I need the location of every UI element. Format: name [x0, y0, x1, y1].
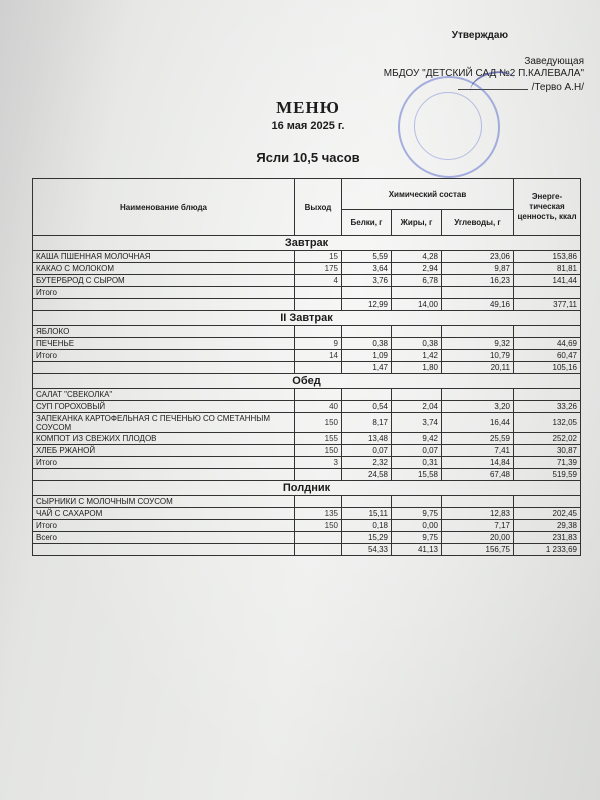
- col-header-yield: Выход: [295, 179, 342, 236]
- cell-fats: 3,74: [392, 413, 442, 433]
- cell-yield: 150: [295, 445, 342, 457]
- section-title: Обед: [33, 374, 581, 389]
- cell-name: Итого: [33, 457, 295, 469]
- approve-label: Утверждаю: [451, 30, 508, 41]
- cell-yield: [295, 532, 342, 544]
- cell-carbs: 23,06: [442, 251, 514, 263]
- cell-energy: 231,83: [514, 532, 581, 544]
- cell-name: Итого: [33, 350, 295, 362]
- cell-proteins: [342, 389, 392, 401]
- cell-energy: 105,16: [514, 362, 581, 374]
- cell-carbs: 16,23: [442, 275, 514, 287]
- cell-yield: [295, 299, 342, 311]
- cell-name: КАША ПШЕННАЯ МОЛОЧНАЯ: [33, 251, 295, 263]
- cell-name: [33, 544, 295, 556]
- cell-energy: 81,81: [514, 263, 581, 275]
- section-title: Завтрак: [33, 236, 581, 251]
- menu-title: МЕНЮ: [276, 98, 340, 117]
- cell-carbs: 16,44: [442, 413, 514, 433]
- menu-table: [32, 178, 581, 556]
- cell-yield: 150: [295, 520, 342, 532]
- cell-energy: [514, 287, 581, 299]
- cell-proteins: 15,11: [342, 508, 392, 520]
- cell-carbs: 9,32: [442, 338, 514, 350]
- cell-fats: 9,75: [392, 508, 442, 520]
- cell-energy: 202,45: [514, 508, 581, 520]
- cell-yield: [295, 496, 342, 508]
- table-row: [33, 401, 581, 413]
- cell-proteins: 0,18: [342, 520, 392, 532]
- cell-proteins: 15,29: [342, 532, 392, 544]
- cell-fats: 1,80: [392, 362, 442, 374]
- section-header: [33, 236, 581, 251]
- cell-name: ЧАЙ С САХАРОМ: [33, 508, 295, 520]
- menu-date: 16 мая 2025 г.: [271, 120, 345, 132]
- cell-energy: 153,86: [514, 251, 581, 263]
- table-row: [33, 520, 581, 532]
- cell-yield: 15: [295, 251, 342, 263]
- cell-fats: [392, 287, 442, 299]
- cell-proteins: [342, 326, 392, 338]
- cell-yield: [295, 287, 342, 299]
- cell-proteins: 12,99: [342, 299, 392, 311]
- cell-yield: 4: [295, 275, 342, 287]
- table-row: [33, 263, 581, 275]
- col-header-carbs: Углеводы, г: [442, 210, 514, 236]
- cell-carbs: 7,41: [442, 445, 514, 457]
- cell-name: [33, 299, 295, 311]
- cell-carbs: [442, 287, 514, 299]
- cell-fats: 41,13: [392, 544, 442, 556]
- cell-energy: 60,47: [514, 350, 581, 362]
- cell-fats: 9,42: [392, 433, 442, 445]
- table-row: [33, 275, 581, 287]
- col-header-chem: Химический состав: [342, 179, 514, 210]
- col-header-name: Наименование блюда: [33, 179, 295, 236]
- cell-proteins: 0,54: [342, 401, 392, 413]
- cell-proteins: 0,38: [342, 338, 392, 350]
- cell-carbs: 156,75: [442, 544, 514, 556]
- cell-energy: 29,38: [514, 520, 581, 532]
- cell-energy: 519,59: [514, 469, 581, 481]
- cell-carbs: 10,79: [442, 350, 514, 362]
- cell-yield: [295, 326, 342, 338]
- cell-name: КАКАО С МОЛОКОМ: [33, 263, 295, 275]
- table-row: [33, 532, 581, 544]
- cell-energy: 141,44: [514, 275, 581, 287]
- cell-energy: 71,39: [514, 457, 581, 469]
- cell-proteins: 54,33: [342, 544, 392, 556]
- cell-fats: 9,75: [392, 532, 442, 544]
- cell-name: [33, 362, 295, 374]
- cell-name: БУТЕРБРОД С СЫРОМ: [33, 275, 295, 287]
- cell-yield: 3: [295, 457, 342, 469]
- cell-yield: 150: [295, 413, 342, 433]
- cell-name: ЗАПЕКАНКА КАРТОФЕЛЬНАЯ С ПЕЧЕНЬЮ СО СМЕТАННЫМ СОУСОМ: [33, 413, 295, 433]
- cell-energy: 33,26: [514, 401, 581, 413]
- cell-fats: 0,00: [392, 520, 442, 532]
- signer-name: /Терво А.Н/: [531, 82, 584, 93]
- cell-carbs: [442, 326, 514, 338]
- cell-proteins: [342, 496, 392, 508]
- cell-energy: [514, 326, 581, 338]
- cell-yield: 155: [295, 433, 342, 445]
- cell-yield: [295, 362, 342, 374]
- cell-name: САЛАТ "СВЕКОЛКА": [33, 389, 295, 401]
- cell-name: СУП ГОРОХОВЫЙ: [33, 401, 295, 413]
- cell-carbs: 49,16: [442, 299, 514, 311]
- cell-proteins: 1,47: [342, 362, 392, 374]
- table-row: [33, 389, 581, 401]
- organization-name: МБДОУ "ДЕТСКИЙ САД №2 П.КАЛЕВАЛА": [383, 68, 584, 79]
- cell-yield: 175: [295, 263, 342, 275]
- cell-fats: [392, 389, 442, 401]
- cell-name: Итого: [33, 520, 295, 532]
- cell-proteins: 3,76: [342, 275, 392, 287]
- table-row: [33, 433, 581, 445]
- cell-fats: 14,00: [392, 299, 442, 311]
- cell-yield: [295, 544, 342, 556]
- cell-name: ПЕЧЕНЬЕ: [33, 338, 295, 350]
- cell-name: [33, 469, 295, 481]
- table-row: [33, 350, 581, 362]
- cell-name: Итого: [33, 287, 295, 299]
- cell-carbs: [442, 389, 514, 401]
- cell-carbs: 7,17: [442, 520, 514, 532]
- cell-carbs: 12,83: [442, 508, 514, 520]
- table-row: [33, 299, 581, 311]
- cell-proteins: 24,58: [342, 469, 392, 481]
- table-row: [33, 457, 581, 469]
- table-row: [33, 496, 581, 508]
- cell-carbs: 14,84: [442, 457, 514, 469]
- col-header-energy: Энерге-тическая ценность, ккал: [514, 179, 581, 236]
- cell-fats: 2,94: [392, 263, 442, 275]
- table-row: [33, 469, 581, 481]
- table-row: [33, 508, 581, 520]
- cell-energy: [514, 389, 581, 401]
- cell-proteins: 5,59: [342, 251, 392, 263]
- cell-carbs: 9,87: [442, 263, 514, 275]
- cell-energy: [514, 496, 581, 508]
- cell-fats: 15,58: [392, 469, 442, 481]
- table-row: [33, 338, 581, 350]
- cell-yield: [295, 389, 342, 401]
- section-header: [33, 374, 581, 389]
- table-row: [33, 326, 581, 338]
- menu-table-body: [33, 236, 581, 556]
- cell-fats: 0,38: [392, 338, 442, 350]
- cell-proteins: 1,09: [342, 350, 392, 362]
- cell-fats: 2,04: [392, 401, 442, 413]
- cell-name: ХЛЕБ РЖАНОЙ: [33, 445, 295, 457]
- cell-yield: 9: [295, 338, 342, 350]
- cell-fats: [392, 326, 442, 338]
- cell-name: СЫРНИКИ С МОЛОЧНЫМ СОУСОМ: [33, 496, 295, 508]
- cell-carbs: 20,00: [442, 532, 514, 544]
- cell-yield: 40: [295, 401, 342, 413]
- cell-proteins: 8,17: [342, 413, 392, 433]
- cell-proteins: 3,64: [342, 263, 392, 275]
- cell-proteins: [342, 287, 392, 299]
- table-row: [33, 445, 581, 457]
- cell-proteins: 0,07: [342, 445, 392, 457]
- cell-fats: 1,42: [392, 350, 442, 362]
- cell-energy: 1 233,69: [514, 544, 581, 556]
- table-row: [33, 544, 581, 556]
- col-header-fats: Жиры, г: [392, 210, 442, 236]
- cell-energy: 44,69: [514, 338, 581, 350]
- cell-name: Всего: [33, 532, 295, 544]
- cell-yield: 14: [295, 350, 342, 362]
- cell-proteins: 13,48: [342, 433, 392, 445]
- cell-fats: 0,07: [392, 445, 442, 457]
- cell-name: ЯБЛОКО: [33, 326, 295, 338]
- cell-name: КОМПОТ ИЗ СВЕЖИХ ПЛОДОВ: [33, 433, 295, 445]
- section-title: Полдник: [33, 481, 581, 496]
- table-row: [33, 251, 581, 263]
- cell-carbs: 3,20: [442, 401, 514, 413]
- group-name: Ясли 10,5 часов: [256, 150, 360, 165]
- cell-energy: 377,11: [514, 299, 581, 311]
- position-label: Заведующая: [524, 56, 584, 67]
- cell-energy: 132,05: [514, 413, 581, 433]
- cell-carbs: 20,11: [442, 362, 514, 374]
- cell-energy: 252,02: [514, 433, 581, 445]
- table-row: [33, 362, 581, 374]
- cell-fats: 0,31: [392, 457, 442, 469]
- cell-fats: [392, 496, 442, 508]
- section-title: II Завтрак: [33, 311, 581, 326]
- cell-fats: 6,78: [392, 275, 442, 287]
- cell-carbs: 25,59: [442, 433, 514, 445]
- section-header: [33, 481, 581, 496]
- table-row: [33, 287, 581, 299]
- cell-yield: 135: [295, 508, 342, 520]
- cell-yield: [295, 469, 342, 481]
- col-header-proteins: Белки, г: [342, 210, 392, 236]
- cell-fats: 4,28: [392, 251, 442, 263]
- cell-carbs: 67,48: [442, 469, 514, 481]
- cell-energy: 30,87: [514, 445, 581, 457]
- table-row: [33, 413, 581, 433]
- section-header: [33, 311, 581, 326]
- cell-carbs: [442, 496, 514, 508]
- cell-proteins: 2,32: [342, 457, 392, 469]
